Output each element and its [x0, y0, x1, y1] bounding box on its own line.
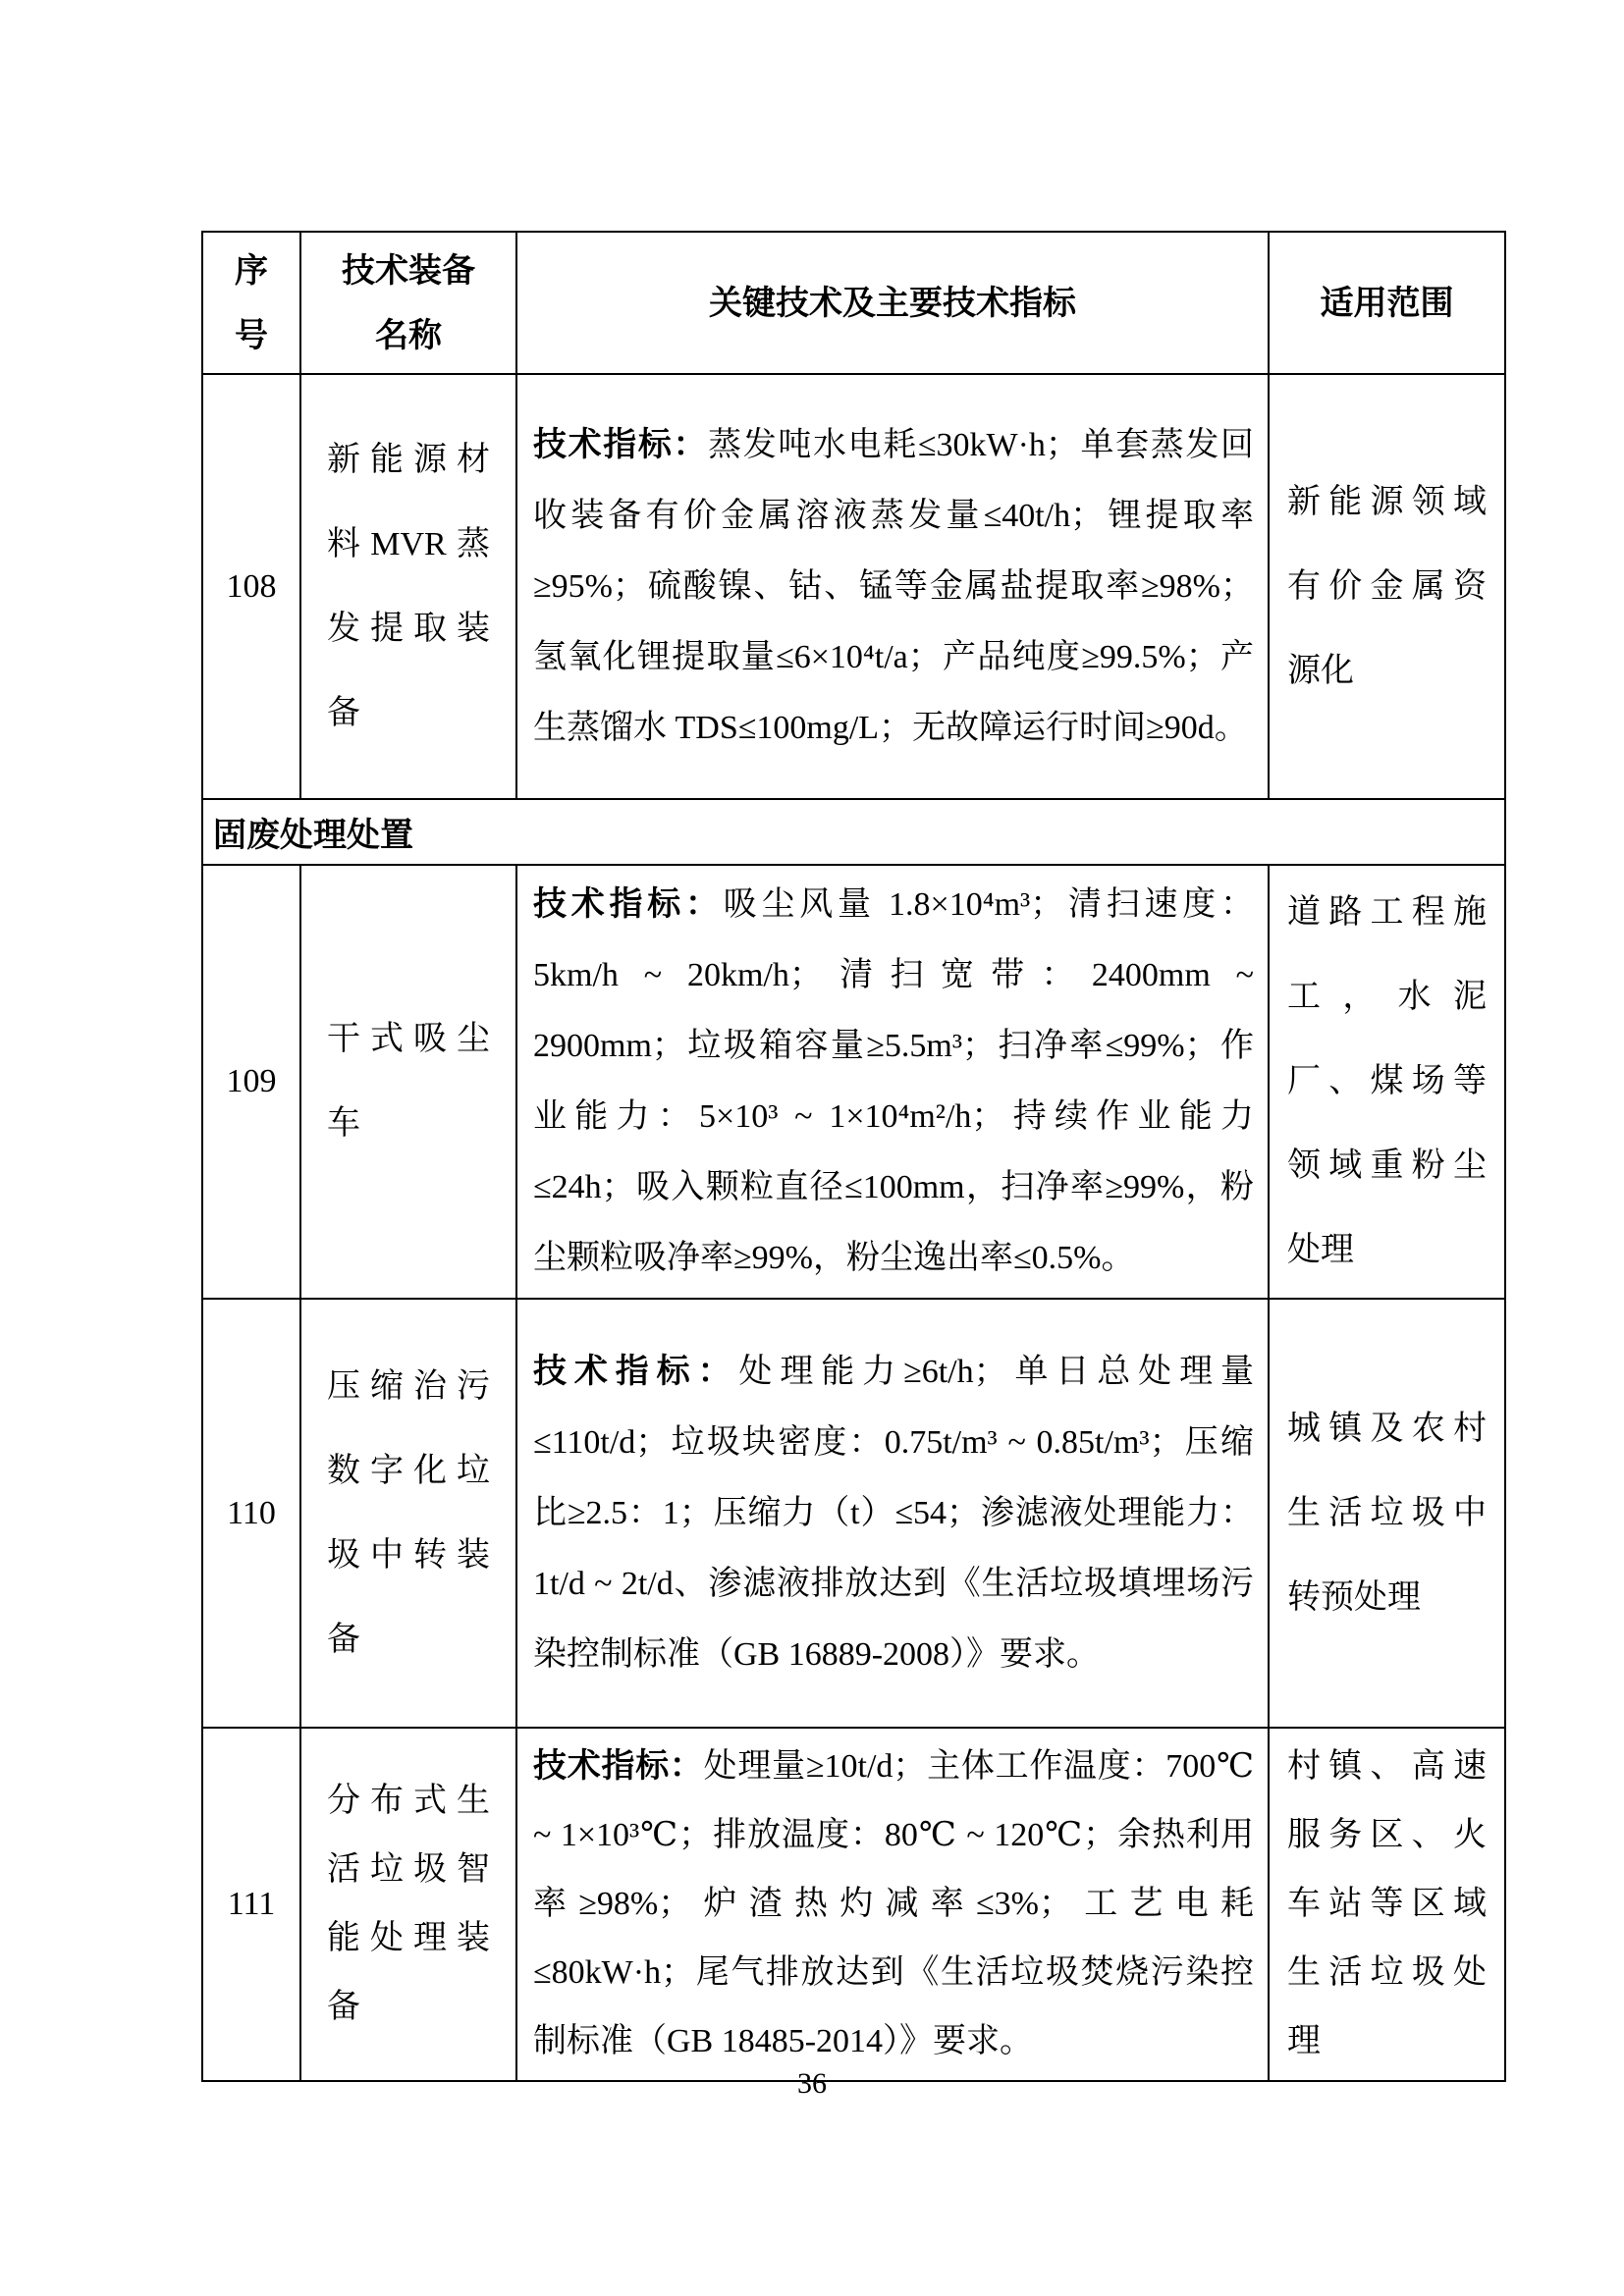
indicator-text: 吸尘风量 1.8×10⁴m³；清扫速度：5km/h ~ 20km/h；清扫宽带：2400mm ~ 2900mm；垃圾箱容量≥5.5m³；扫净率≤99%；作业能力：5×10³ ~ 1×10⁴m²/h；持续作业能力≤24h；吸入颗粒直径≤100mm，扫净率≥99%，粉尘颗粒吸净率≥99%，粉尘逸出率≤0.5%。	[533, 886, 1255, 1276]
indicator-label: 技术指标：	[533, 1748, 704, 1785]
technical-indicators	[516, 374, 1269, 799]
technical-indicators	[516, 865, 1269, 1299]
applicable-scope: 村镇、高速服务区、火车站等区域生活垃圾处理	[1269, 1728, 1505, 2081]
table-header-row	[202, 232, 1505, 374]
col-header-index-label: 序号	[235, 251, 268, 354]
equipment-name: 压缩治污数字化垃圾中转装备	[300, 1299, 516, 1728]
table-row	[202, 865, 1505, 1299]
table-row	[202, 374, 1505, 799]
col-header-index	[202, 232, 300, 374]
indicator-label: 技术指标：	[533, 1353, 739, 1390]
technical-indicators	[516, 1728, 1269, 2081]
section-header-row	[202, 799, 1505, 865]
col-header-indicators: 关键技术及主要技术指标	[516, 232, 1269, 374]
row-index: 109	[202, 865, 300, 1299]
col-header-scope: 适用范围	[1269, 232, 1505, 374]
table-row	[202, 1299, 1505, 1728]
row-index: 111	[202, 1728, 300, 2081]
equipment-name: 分布式生活垃圾智能处理装备	[300, 1728, 516, 2081]
equipment-table	[201, 231, 1506, 2082]
page-number: 36	[797, 2067, 827, 2100]
indicator-text: 处理能力≥6t/h；单日总处理量≤110t/d；垃圾块密度：0.75t/m³ ~ 0.85t/m³；压缩比≥2.5：1；压缩力（t）≤54；渗滤液处理能力：1t/d ~ 2t/d、渗滤液排放达到《生活垃圾填埋场污染控制标准（GB 16889-2008）》要求。	[533, 1353, 1254, 1673]
technical-indicators	[516, 1299, 1269, 1728]
section-header-label: 固废处理处置	[202, 799, 1505, 865]
table-row	[202, 1728, 1505, 2081]
row-index: 108	[202, 374, 300, 799]
indicator-label: 技术指标：	[533, 426, 709, 463]
indicator-label: 技术指标：	[533, 886, 724, 923]
applicable-scope: 城镇及农村生活垃圾中转预处理	[1269, 1299, 1505, 1728]
indicator-text: 蒸发吨水电耗≤30kW·h；单套蒸发回收装备有价金属溶液蒸发量≤40t/h；锂提取率≥95%；硫酸镍、钴、锰等金属盐提取率≥98%；氢氧化锂提取量≤6×10⁴t/a；产品纯度≥99.5%；产生蒸馏水 TDS≤100mg/L；无故障运行时间≥90d。	[533, 426, 1255, 746]
equipment-name: 干式吸尘车	[300, 865, 516, 1299]
indicator-text: 处理量≥10t/d；主体工作温度：700℃ ~ 1×10³℃；排放温度：80℃ ~ 120℃；余热利用率≥98%；炉渣热灼减率≤3%；工艺电耗≤80kW·h；尾气排放达到《生活垃圾焚烧污染控制标准（GB 18485-2014）》要求。	[533, 1748, 1254, 2059]
col-header-name-label: 技术装备名称	[342, 251, 475, 354]
applicable-scope: 新能源领域有价金属资源化	[1269, 374, 1505, 799]
applicable-scope: 道路工程施工，水泥厂、煤场等领域重粉尘处理	[1269, 865, 1505, 1299]
equipment-name: 新能源材料MVR蒸发提取装备	[300, 374, 516, 799]
row-index: 110	[202, 1299, 300, 1728]
col-header-name	[300, 232, 516, 374]
